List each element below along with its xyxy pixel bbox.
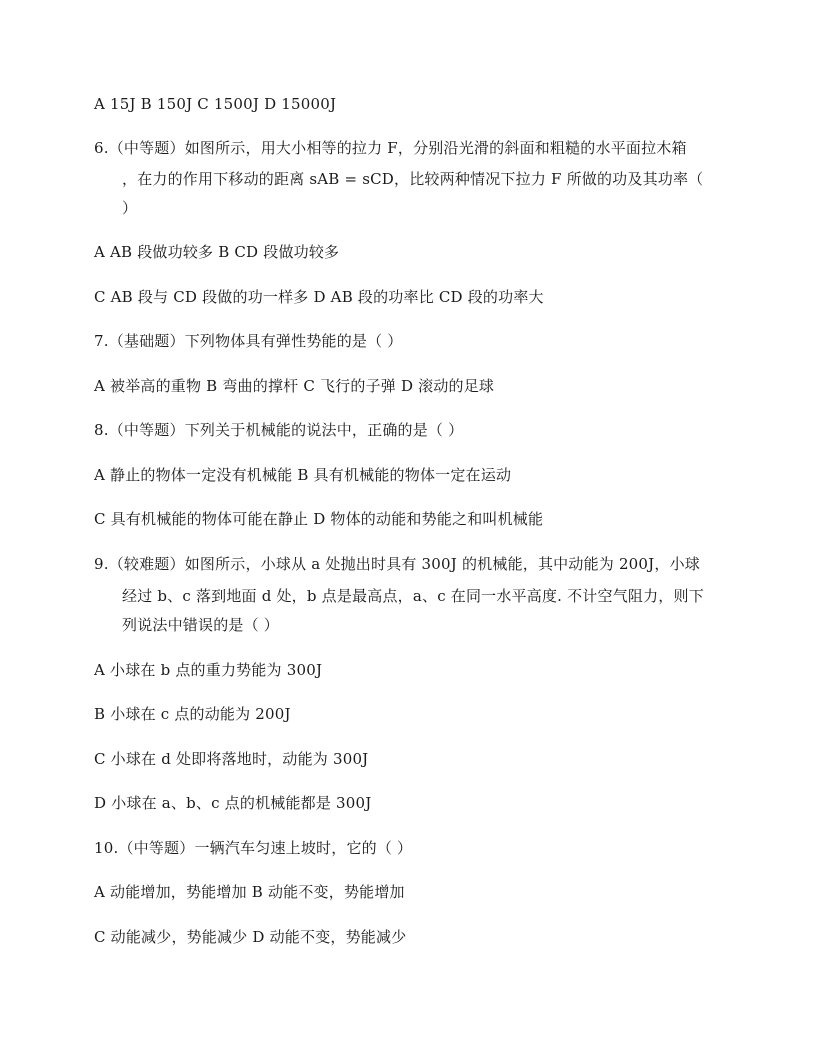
q10-options-line-2: C 动能减少，势能减少 D 动能不变，势能减少 xyxy=(94,928,407,946)
q7-options-line: A 被举高的重物 B 弯曲的撑杆 C 飞行的子弹 D 滚动的足球 xyxy=(94,377,495,395)
q9-stem-line-3: 列说法中错误的是（ ） xyxy=(122,616,279,634)
q6-stem-line-3: ） xyxy=(122,199,138,217)
q10-stem-line: 10.（中等题）一辆汽车匀速上坡时，它的（ ） xyxy=(94,839,413,857)
q9-option-b: B 小球在 c 点的动能为 200J xyxy=(94,705,291,723)
q10-options-line-1: A 动能增加，势能增加 B 动能不变，势能增加 xyxy=(94,883,405,901)
q6-stem-line-1: 6.（中等题）如图所示，用大小相等的拉力 F，分别沿光滑的斜面和粗糙的水平面拉木箱 xyxy=(94,139,687,157)
q8-options-line-2: C 具有机械能的物体可能在静止 D 物体的动能和势能之和叫机械能 xyxy=(94,510,544,528)
q5-options-line: A 15J B 150J C 1500J D 15000J xyxy=(94,95,337,113)
q6-options-line-2: C AB 段与 CD 段做的功一样多 D AB 段的功率比 CD 段的功率大 xyxy=(94,288,544,306)
q9-stem-line-2: 经过 b、c 落到地面 d 处，b 点是最高点，a、c 在同一水平高度. 不计空气阻力，则下 xyxy=(122,587,704,605)
q6-stem-line-2: ，在力的作用下移动的距离 sAB = sCD，比较两种情况下拉力 F 所做的功及其功率（ xyxy=(122,170,704,188)
q9-option-d: D 小球在 a、b、c 点的机械能都是 300J xyxy=(94,794,372,812)
q6-options-line-1: A AB 段做功较多 B CD 段做功较多 xyxy=(94,243,340,261)
q9-stem-line-1: 9.（较难题）如图所示，小球从 a 处抛出时具有 300J 的机械能，其中动能为 200J，小球 xyxy=(94,555,700,573)
q8-stem-line: 8.（中等题）下列关于机械能的说法中，正确的是（ ） xyxy=(94,421,464,439)
q9-option-c: C 小球在 d 处即将落地时，动能为 300J xyxy=(94,750,369,768)
q7-stem-line: 7.（基础题）下列物体具有弹性势能的是（ ） xyxy=(94,332,403,350)
q8-options-line-1: A 静止的物体一定没有机械能 B 具有机械能的物体一定在运动 xyxy=(94,466,512,484)
q9-option-a: A 小球在 b 点的重力势能为 300J xyxy=(94,661,323,679)
